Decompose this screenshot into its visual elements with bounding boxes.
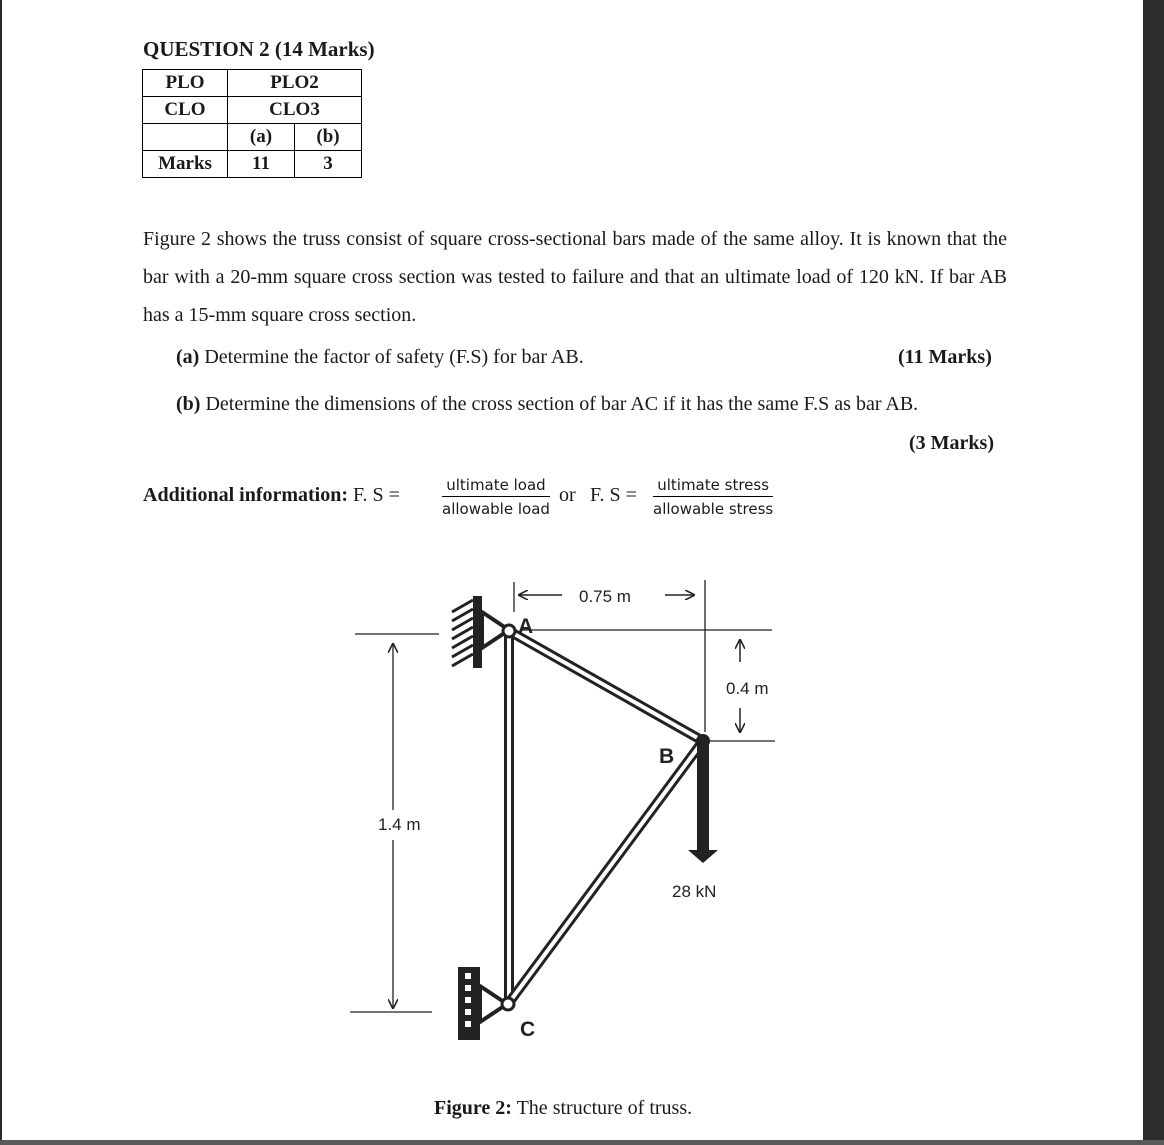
truss-figure: [2, 0, 1145, 1140]
member-ab: [509, 631, 703, 741]
table-cell: PLO: [143, 70, 228, 97]
fraction-denominator: allowable load: [442, 500, 550, 518]
fs-symbol-1: F. S =: [353, 484, 400, 506]
part-a-label: (a): [176, 346, 200, 368]
part-a-marks: (11 Marks): [898, 346, 992, 368]
part-b-text: Determine the dimensions of the cross section of bar AC if it has the same F.S as bar AB.: [205, 393, 919, 415]
caption-text: The structure of truss.: [516, 1097, 693, 1119]
or-text: or: [559, 484, 576, 506]
part-b-marks: (3 Marks): [909, 432, 994, 454]
table-cell: (a): [228, 124, 295, 151]
pin-c: [502, 998, 514, 1010]
point-label-c: C: [520, 1018, 536, 1041]
caption-label: Figure 2:: [434, 1097, 512, 1119]
figure-caption: [434, 1097, 692, 1120]
fraction-denominator: allowable stress: [653, 500, 774, 518]
support-a-wall: [452, 596, 509, 668]
table-cell: CLO3: [228, 97, 362, 124]
pin-a: [503, 625, 515, 637]
dimension-label-14: 1.4 m: [378, 815, 421, 834]
member-bc: [508, 741, 703, 1004]
fraction-numerator: ultimate load: [442, 476, 550, 497]
table-cell: (b): [295, 124, 362, 151]
question-title: QUESTION 2 (14 Marks): [143, 37, 375, 61]
point-label-b: B: [659, 745, 675, 768]
fs-symbol-2: F. S =: [590, 484, 637, 506]
problem-statement: Figure 2 shows the truss consist of square cross-sectional bars made of the same alloy. It is known that the bar with a 20-mm square cross section was tested to failure and that an ultimate load of 120 kN. If bar AB has a 15-mm square cross section.: [143, 228, 1007, 326]
table-cell: CLO: [143, 97, 228, 124]
part-a-text: Determine the factor of safety (F.S) for bar AB.: [204, 346, 584, 368]
part-b-label: (b): [176, 393, 201, 415]
fraction-numerator: ultimate stress: [653, 476, 773, 497]
table-cell: 11: [228, 151, 295, 178]
load-label: 28 kN: [672, 882, 717, 901]
support-c-roller: [458, 967, 507, 1040]
dimension-label-04: 0.4 m: [726, 679, 769, 698]
dimension-label-075: 0.75 m: [579, 587, 631, 606]
point-label-a: A: [518, 615, 534, 638]
table-cell: Marks: [143, 151, 228, 178]
viewer-bottom-edge: [0, 1140, 1164, 1145]
table-cell: PLO2: [228, 70, 362, 97]
viewer-edge: [1143, 0, 1164, 1145]
table-cell: 3: [295, 151, 362, 178]
additional-info-label: Additional information:: [143, 484, 349, 506]
